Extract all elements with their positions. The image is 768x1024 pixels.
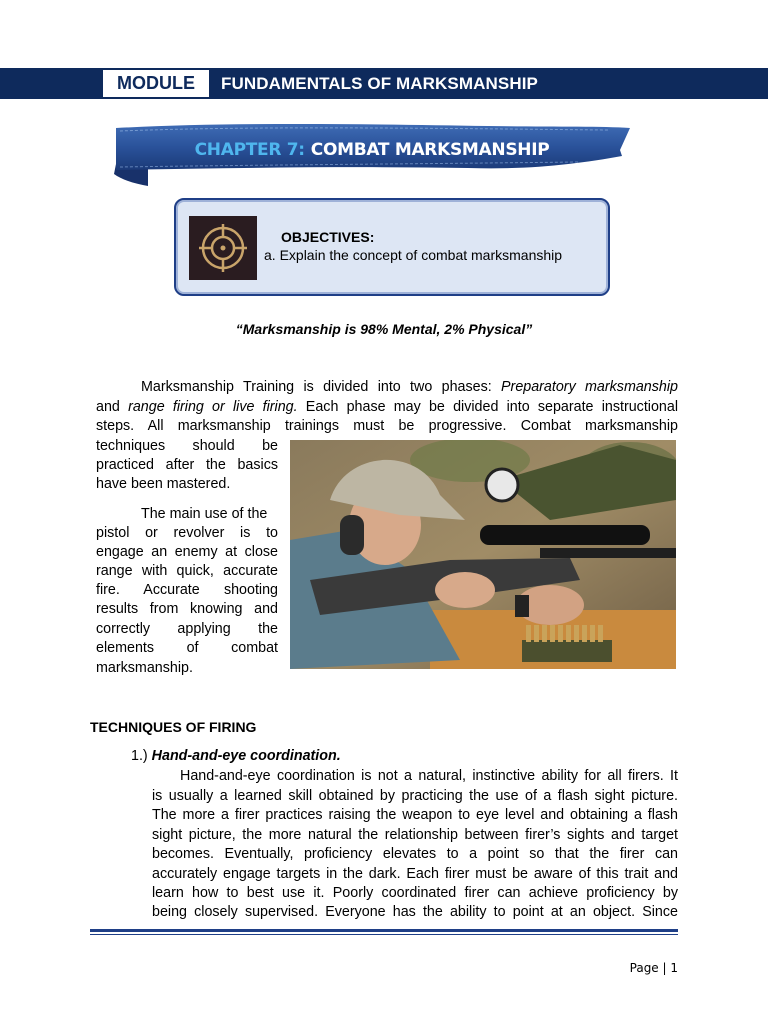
intro-line-1: Marksmanship Training is divided into two phases: Preparatory marksmanship (141, 379, 678, 395)
technique-item-heading: 1.) Hand-and-eye coordination. (131, 748, 341, 764)
technique-line: is usually a learned skill obtained by practicing the use of a flash sight picture. (152, 788, 678, 804)
target-crosshair-icon (189, 216, 257, 280)
technique-line: becomes. Eventually, proficiency elevates to a point so that the firer can (152, 846, 678, 862)
module-title: FUNDAMENTALS OF MARKSMANSHIP (221, 73, 538, 93)
left-column-line: fire. Accurate shooting (96, 582, 278, 598)
pull-quote: “Marksmanship is 98% Mental, 2% Physical” (235, 321, 533, 337)
objective-item: a. Explain the concept of combat marksmanship (264, 247, 563, 263)
chapter-heading (108, 132, 636, 168)
techniques-heading: TECHNIQUES OF FIRING (90, 719, 257, 735)
rifle-shooter-photo (290, 440, 676, 669)
technique-line: The more a firer practices raising the weapon to eye level and obtaining a flash (152, 807, 678, 823)
footer-rule-thin (90, 934, 678, 935)
intro-left-line: have been mastered. (96, 476, 231, 492)
page-number: Page | 1 (629, 961, 678, 975)
intro-left-line: techniques should be (96, 438, 278, 454)
objectives-heading: OBJECTIVES: (281, 229, 375, 245)
intro-left-line: practiced after the basics (96, 457, 278, 473)
chapter-number: CHAPTER 7: (194, 140, 305, 160)
intro-line-2: and range firing or live firing. Each phase may be divided into separate instructional (96, 399, 678, 415)
technique-line: sight picture, the more natural the relationship between firer’s sights and target (152, 827, 678, 843)
footer-rule (90, 929, 678, 932)
left-column-line: marksmanship. (96, 660, 193, 676)
technique-first-line: Hand-and-eye coordination is not a natural, instinctive ability for all firers. It (180, 768, 678, 784)
intro-line-3: steps. All marksmanship trainings must be progressive. Combat marksmanship (96, 418, 678, 434)
left-column-line: engage an enemy at close (96, 544, 278, 560)
module-label: MODULE (103, 70, 209, 97)
left-column-line: elements of combat (96, 640, 278, 656)
left-column-first-line: The main use of the (141, 506, 268, 522)
left-column-line: results from knowing and (96, 601, 278, 617)
technique-line: accurately engage targets in the dark. Each firer must be aware of this trait and (152, 866, 678, 882)
left-column-line: pistol or revolver is to (96, 525, 278, 541)
chapter-title: COMBAT MARKSMANSHIP (310, 140, 550, 160)
technique-line: learn how to best use it. Poorly coordinated firer can achieve proficiency by (152, 885, 678, 901)
left-column-line: range with quick, accurate (96, 563, 278, 579)
technique-line: being closely supervised. Everyone has the ability to point at an object. Since (152, 904, 678, 920)
left-column-line: correctly applying the (96, 621, 278, 637)
